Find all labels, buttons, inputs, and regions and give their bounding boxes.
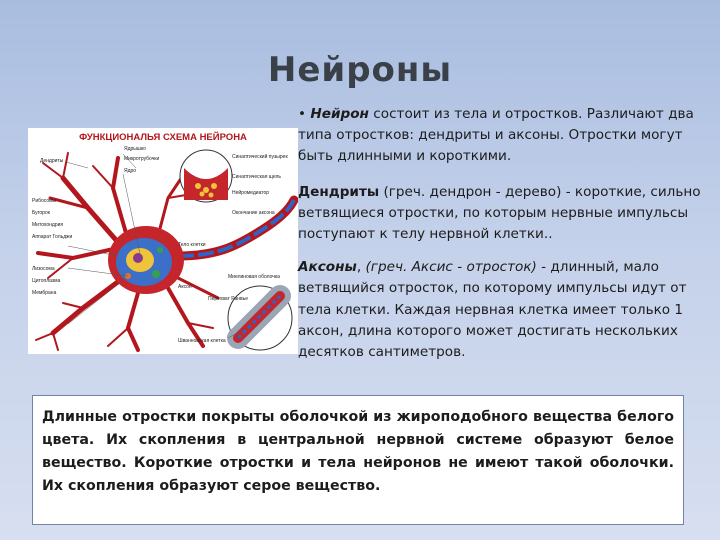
axons-etymology: (греч. Аксис - отросток): [365, 259, 537, 276]
note-text: Длинные отростки покрыты оболочкой из жироподобного вещества белого цвета. Их скопления в центральной нервной системе образуют белое вещество. Короткие отростки и тела нейронов не имеют такой оболочки. Их скопления образуют серое вещество.: [42, 409, 674, 494]
body-text: [298, 104, 714, 375]
label-microtubules: Микротрубочки: [124, 156, 160, 162]
label-membrane: Мембрана: [32, 290, 57, 296]
label-schwann: Шванновская клетка: [178, 338, 226, 344]
neuron-definition: состоит из тела и отростков. Различают два типа отростков: дендриты и аксоны. Отростки могут быть длинными и короткими.: [298, 106, 694, 165]
paragraph-axons: [298, 257, 714, 363]
label-myelin: Миелиновая оболочка: [228, 274, 280, 280]
label-axon-terminal: Окончание аксона: [232, 210, 275, 216]
label-nucleolus: Ядрышко: [124, 146, 146, 152]
term-axons: Аксоны: [298, 259, 357, 276]
axons-separator: ,: [356, 259, 366, 276]
label-golgi: Аппарат Гольджи: [32, 234, 73, 240]
label-ranvier: Перехват Ранвье: [208, 296, 249, 302]
paragraph-dendrites: [298, 182, 714, 246]
dendrites-definition: (греч. дендрон - дерево) - короткие, сильно ветвящиеся отростки, по которым нервные импульсы поступают к телу нервной клетки..: [298, 183, 701, 243]
label-dendrity: Дендриты: [40, 158, 64, 164]
neuron-diagram: [28, 128, 298, 354]
term-dendrites: Дендриты: [298, 183, 380, 200]
note-box: [32, 395, 684, 525]
diagram-heading: ФУНКЦИОНАЛЬЯ СХЕМА НЕЙРОНА: [79, 132, 247, 143]
paragraph-neuron: [298, 104, 714, 168]
golgi-shape: [157, 247, 163, 253]
label-soma: Тело клетки: [178, 242, 206, 248]
label-neurotransmitter: Нейромедиатор: [232, 190, 270, 196]
bullet: •: [298, 106, 307, 122]
label-vesicle: Синаптическая щель: [232, 174, 281, 180]
label-ribosomes: Рибосомы: [32, 198, 57, 204]
label-nucleus: Ядро: [124, 168, 137, 174]
label-axon-hillock: Бугорок: [32, 210, 50, 216]
label-synaptic-end: Синаптический пузырек: [232, 154, 288, 160]
label-axon: Аксон: [178, 284, 192, 290]
term-neuron: Нейрон: [310, 106, 369, 122]
label-lysosome: Лизосома: [32, 266, 55, 272]
neuron-diagram-svg: [28, 128, 298, 354]
label-mitochondria: Митохондрия: [32, 222, 64, 228]
mitochondria-shape: [152, 270, 160, 278]
slide-title: Нейроны: [267, 50, 453, 90]
nucleolus-shape: [133, 253, 143, 263]
label-cytoplasm: Цитоплазма: [32, 278, 61, 284]
axons-definition: - длинный, мало ветвящийся отросток, по которому импульсы идут от тела клетки. Каждая нервная клетка имеет только 1 аксон, длина которого может достигать нескольких десятков сантиметров.: [298, 259, 687, 361]
